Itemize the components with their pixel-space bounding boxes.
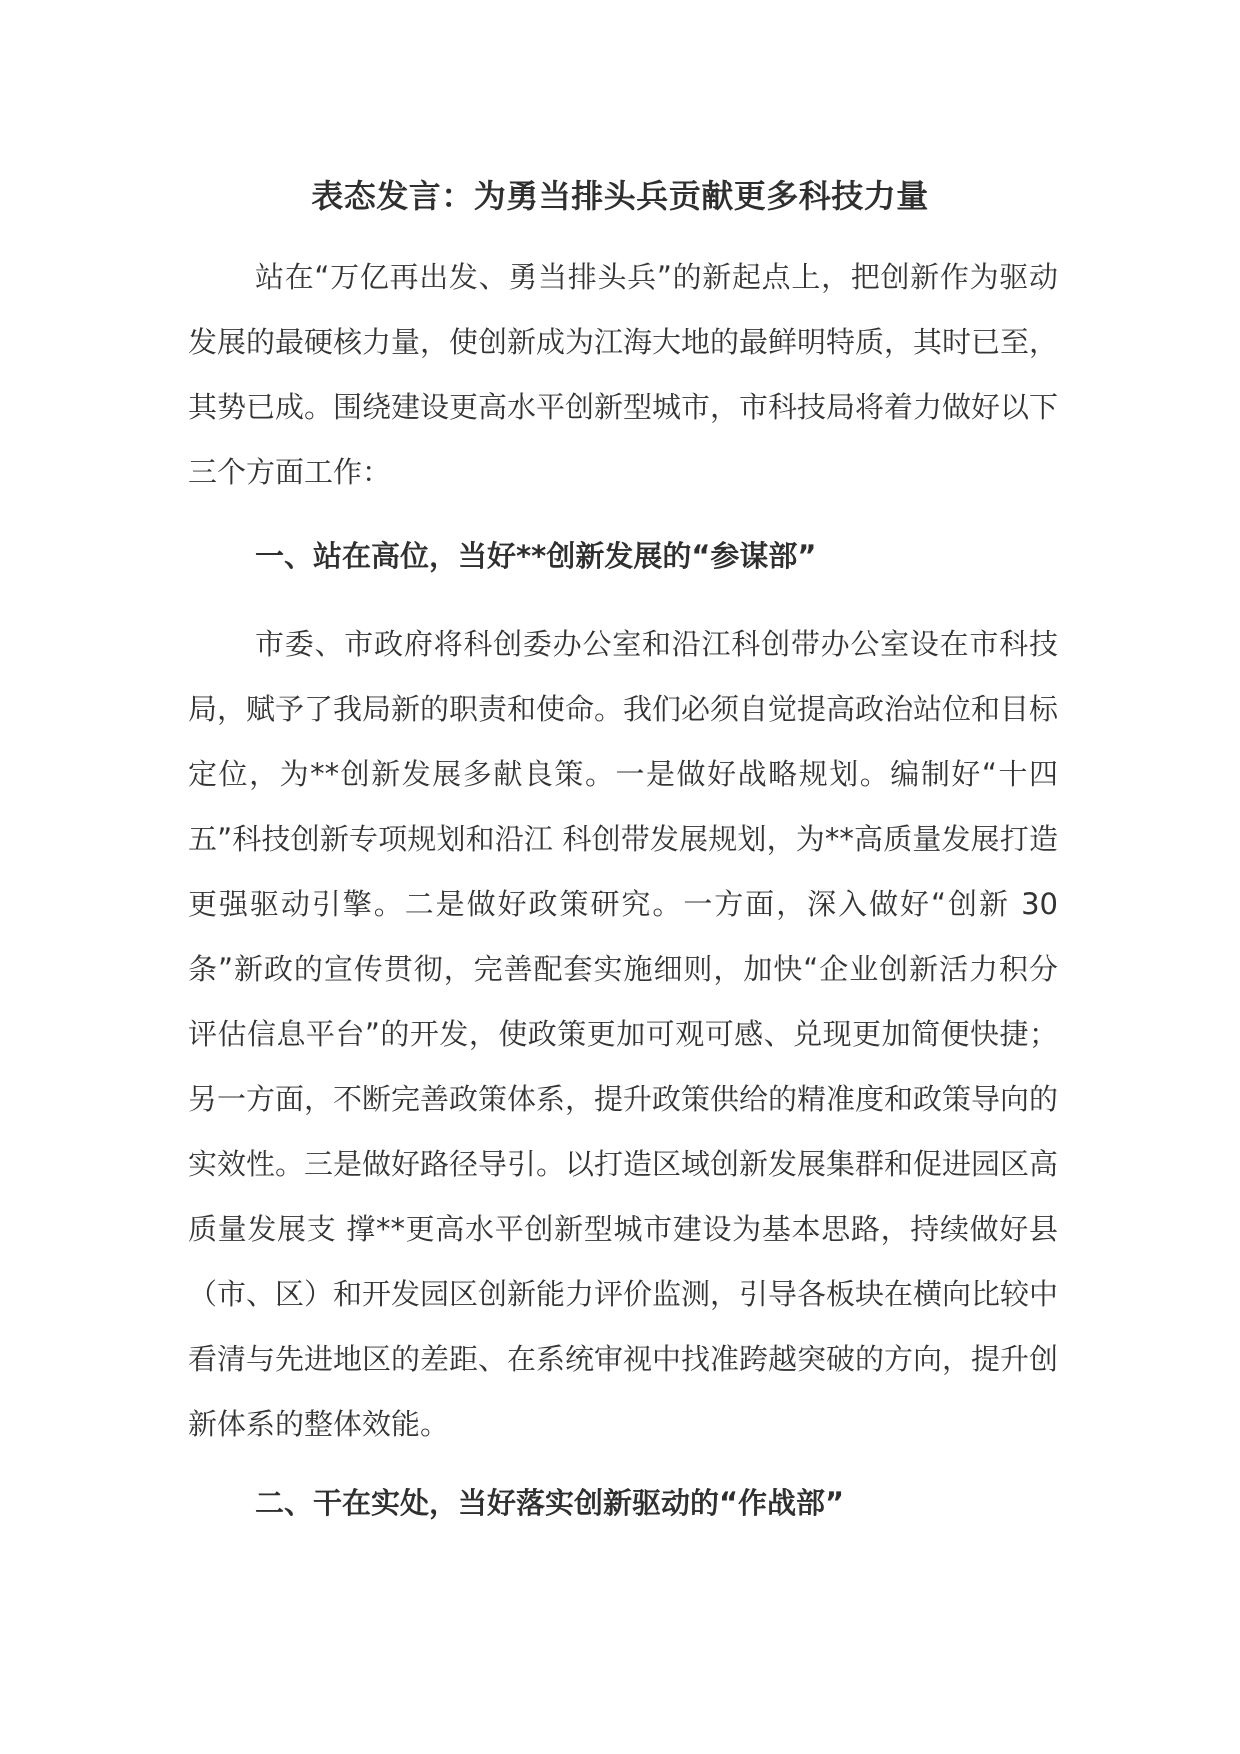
document-title: 表态发言：为勇当排头兵贡献更多科技力量 [311, 177, 929, 215]
section-1-heading: 一、站在高位，当好**创新发展的“参谋部” [255, 539, 817, 573]
section-1-paragraph: 市委、市政府将科创委办公室和沿江科创带办公室设在市科技局，赋予了我局新的职责和使命。我们必须自觉提高政治站位和目标定位，为**创新发展多献良策。一是做好战略规划。编制好“十四五”科技创新专项规划和沿江 科创带发展规划，为**高质量发展打造更强驱动引擎。二是做好政策研究。一方面，深入做好“创新 30 条”新政的宣传贯彻，完善配套实施细则，加快“企业创新活力积分评估信息平台”的开发，使政策更加可观可感、兑现更加简便快捷；另一方面，不断完善政策体系，提升政策供给的精准度和政策导向的实效性。三是做好路径导引。以打造区域创新发展集群和促进园区高质量发展支 撑**更高水平创新型城市建设为基本思路，持续做好县（市、区）和开发园区创新能力评价监测，引导各板块在横向比较中看清与先进地区的差距、在系统审视中找准跨越突破的方向，提升创新体系的整体效能。 [188, 627, 1059, 1441]
section-2-heading: 二、干在实处，当好落实创新驱动的“作战部” [255, 1486, 845, 1520]
intro-paragraph: 站在“万亿再出发、勇当排头兵”的新起点上，把创新作为驱动发展的最硬核力量，使创新成为江海大地的最鲜明特质，其时已至，其势已成。围绕建设更高水平创新型城市，市科技局将着力做好以下三个方面工作： [188, 260, 1059, 489]
